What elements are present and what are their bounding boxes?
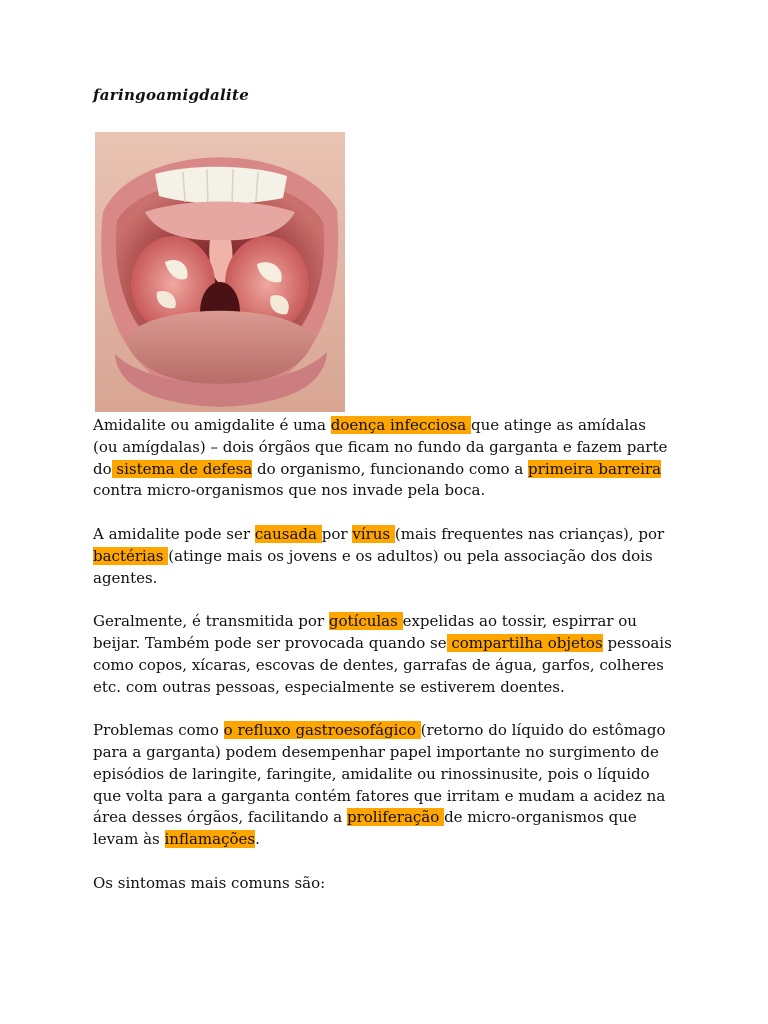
text-run: de micro-organismos que levam às (93, 808, 637, 849)
paragraph (93, 611, 683, 698)
highlighted-text: causada (254, 524, 322, 543)
text-run: (atinge mais os jovens e os adultos) ou pela associação dos dois agentes. (93, 546, 653, 587)
text-run: contra micro-organismos que nos invade pela boca. (93, 481, 486, 500)
text-run: Os sintomas mais comuns são: (93, 873, 326, 892)
highlighted-text: gotículas (328, 612, 403, 631)
text-run: do organismo, funcionando como a (252, 459, 529, 478)
text-run: Geralmente, é transmitida por (93, 612, 329, 631)
page-title: faringoamigdalite (93, 86, 250, 104)
text-run: (mais frequentes nas crianças), por (394, 524, 665, 543)
text-run: expelidas ao tossir, espirrar ou beijar. Também pode ser provocada quando se (93, 612, 637, 652)
text-run: que atinge as amídalas (ou amígdalas) – dois órgãos que ficam no fundo da garganta e fazem parte do (93, 416, 668, 478)
highlighted-text: vírus (352, 524, 395, 543)
highlighted-text: bactérias (93, 546, 169, 565)
paragraph (93, 720, 683, 851)
highlighted-text: inflamações (164, 830, 256, 849)
body-text (93, 415, 683, 916)
highlighted-text: compartilha objetos (446, 633, 603, 652)
text-run: pessoais como copos, xícaras, escovas de dentes, garrafas de água, garfos, colheres etc. com outras pessoas, especialmente se estiverem doentes. (93, 633, 672, 696)
text-run: . (255, 830, 260, 849)
text-run: A amidalite pode ser (93, 524, 255, 543)
text-run: Problemas como (93, 721, 224, 740)
text-run: (retorno do líquido do estômago para a garganta) podem desempenhar papel importante no surgimento de episódios de laringite, faringite, amidalite ou rinossinusite, pois o líquido que volta para a garganta contém fatores que irritam e mudam a acidez na área desses órgãos, facilitando a (93, 721, 666, 827)
paragraph (93, 524, 683, 589)
highlighted-text: primeira barreira (528, 459, 662, 478)
highlighted-text: doença infecciosa (330, 416, 471, 434)
paragraph (93, 873, 683, 895)
paragraph (93, 415, 683, 502)
text-run: por (321, 524, 353, 543)
highlighted-text: sistema de defesa (111, 459, 253, 478)
highlighted-text: o refluxo gastroesofágico (223, 721, 421, 740)
throat-photo (95, 132, 345, 412)
highlighted-text: proliferação (346, 808, 445, 827)
open-mouth-throat-photo-icon (95, 132, 345, 412)
text-run: Amidalite ou amigdalite é uma (93, 416, 331, 434)
